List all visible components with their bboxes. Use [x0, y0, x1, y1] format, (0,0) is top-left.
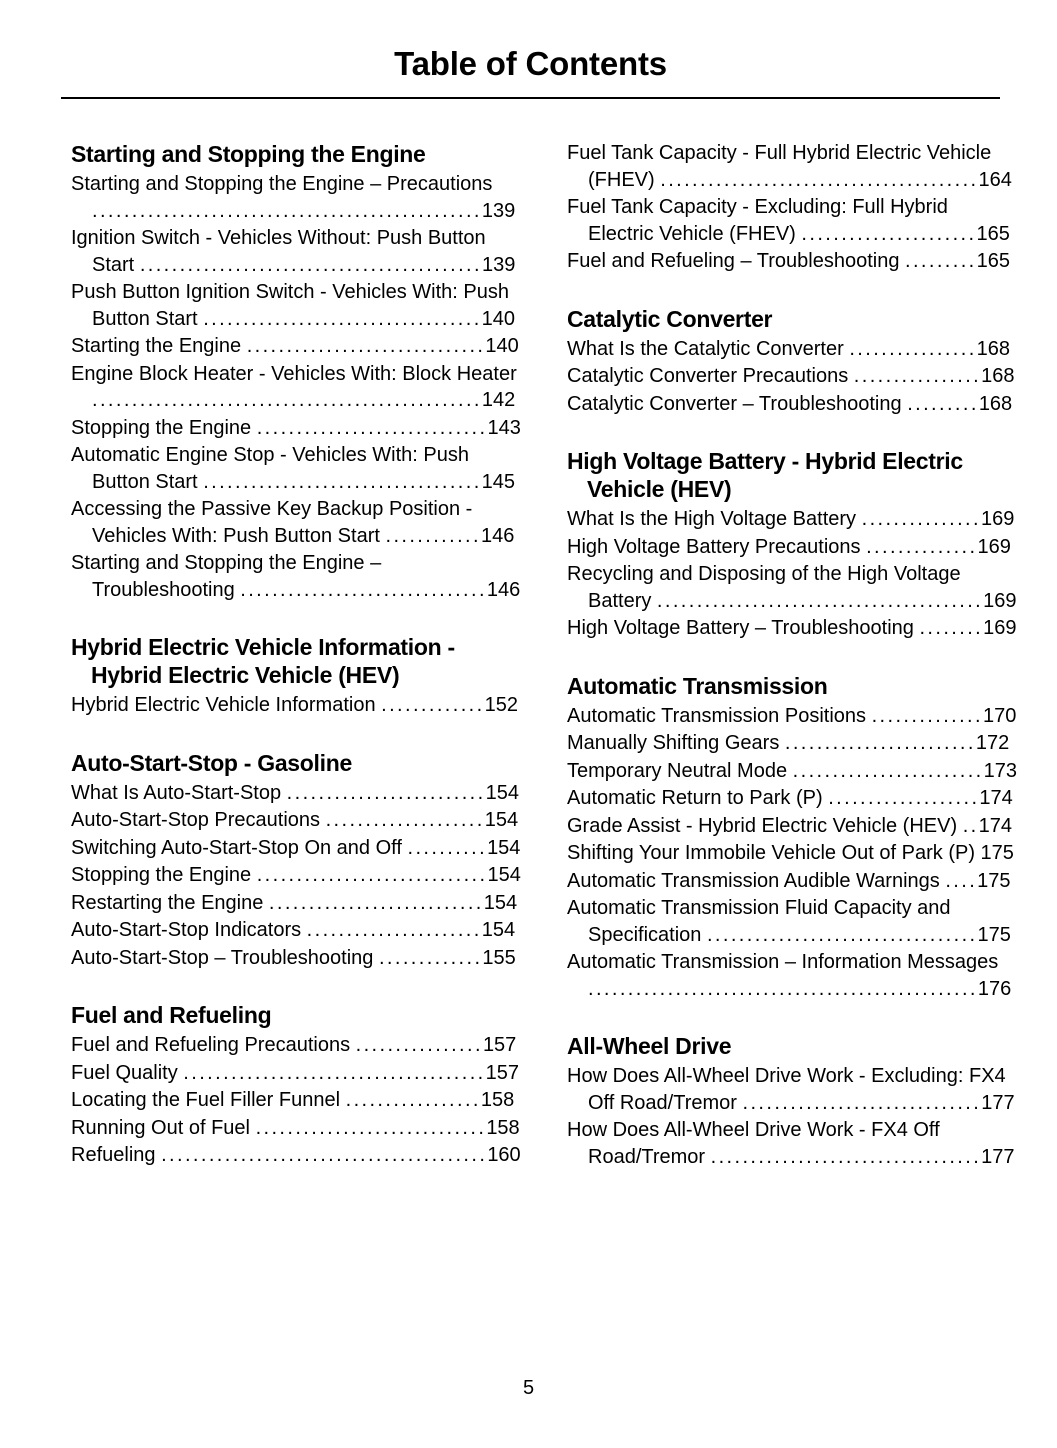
- toc-entry-page: 140: [481, 307, 516, 330]
- toc-dot-leader: .................................................: [588, 977, 978, 1000]
- toc-dot-leader: ......................: [801, 222, 977, 245]
- toc-entry[interactable]: [567, 248, 1017, 275]
- toc-entry-page: 155: [482, 946, 516, 969]
- toc-entry[interactable]: [567, 534, 1017, 561]
- toc-dot-leader: ..................................: [706, 923, 978, 946]
- toc-section: [567, 305, 1017, 418]
- toc-entry-title: Starting the Engine: [71, 335, 242, 357]
- toc-entry-page: 177: [981, 1145, 1015, 1168]
- toc-dot-leader: ........................: [792, 759, 984, 782]
- toc-dot-leader: ........................................: [660, 168, 979, 191]
- toc-entry-page: 175: [980, 842, 1014, 864]
- toc-entry-page: 164: [978, 168, 1012, 191]
- toc-entry-title: Auto-Start-Stop Indicators: [71, 919, 302, 941]
- page-footer: [0, 1376, 1057, 1400]
- toc-entry-page: 168: [981, 365, 1015, 387]
- toc-dot-leader: ..................................: [710, 1145, 982, 1168]
- toc-section: [567, 447, 1017, 642]
- toc-entry-title: Manually Shifting Gears: [567, 732, 780, 754]
- toc-dot-leader: .................................................: [92, 389, 482, 411]
- toc-dot-leader: ......................................: [183, 1061, 486, 1084]
- toc-entry-page: 175: [977, 869, 1011, 892]
- toc-entry-title: Auto-Start-Stop – Troubleshooting: [71, 946, 374, 969]
- toc-entry[interactable]: [567, 758, 1017, 785]
- toc-entry-title: Automatic Return to Park (P): [567, 787, 823, 809]
- toc-entry-page: 177: [981, 1091, 1015, 1114]
- toc-entry-page: 158: [486, 1116, 520, 1139]
- toc-entry-title: Automatic Transmission Fluid Capacity and Specification: [567, 897, 951, 946]
- toc-entry-page: 157: [485, 1061, 520, 1084]
- toc-entry-page: 175: [977, 923, 1011, 946]
- toc-entry-page: 145: [481, 470, 516, 493]
- toc-entry[interactable]: [567, 363, 1017, 390]
- toc-entry[interactable]: [71, 692, 521, 719]
- toc-entry-title: Stopping the Engine: [71, 864, 252, 886]
- toc-entry-page: 165: [976, 222, 1010, 245]
- toc-dot-leader: ...............: [861, 508, 981, 530]
- toc-dot-leader: ..............................: [246, 335, 486, 357]
- toc-section: [567, 672, 1017, 1003]
- toc-entry-title: What Is the High Voltage Battery: [567, 508, 857, 530]
- toc-entry-title: High Voltage Battery Precautions: [567, 535, 861, 558]
- toc-dot-leader: ...................................: [203, 470, 482, 493]
- toc-entry-title: High Voltage Battery – Troubleshooting: [567, 617, 914, 639]
- toc-entry-title: Fuel Tank Capacity - Excluding: Full Hybrid Electric Vehicle (FHEV): [567, 196, 948, 245]
- toc-entry-page: 169: [977, 535, 1011, 558]
- toc-entry[interactable]: [567, 391, 1017, 418]
- toc-section: [567, 1032, 1017, 1170]
- toc-entry[interactable]: [71, 415, 521, 442]
- toc-entry-title: Shifting Your Immobile Vehicle Out of Park (P): [567, 842, 975, 864]
- toc-entry[interactable]: [567, 895, 1017, 948]
- toc-entry-page: 169: [983, 617, 1017, 639]
- toc-entry-title: Push Button Ignition Switch - Vehicles With: Push Button Start: [71, 281, 509, 330]
- toc-entry[interactable]: [71, 1032, 521, 1059]
- toc-dot-leader: .............: [378, 946, 483, 969]
- toc-dot-leader: .........................: [286, 781, 486, 804]
- toc-dot-leader: ................: [355, 1034, 483, 1056]
- toc-dot-leader: ......................: [306, 919, 482, 941]
- toc-dot-leader: ..............: [871, 704, 983, 727]
- toc-dot-leader: ....................: [325, 809, 485, 831]
- toc-entry-page: 170: [982, 704, 1017, 727]
- toc-entry-page: 139: [481, 253, 516, 276]
- toc-entry-title: Auto-Start-Stop Precautions: [71, 809, 321, 831]
- toc-entry-page: 143: [487, 416, 521, 439]
- toc-entry-page: 172: [975, 732, 1010, 754]
- toc-entry-page: 139: [481, 199, 516, 222]
- toc-dot-leader: ...........................: [268, 891, 484, 914]
- toc-dot-leader: .................................................: [92, 199, 482, 222]
- toc-entry-page: 169: [980, 508, 1015, 530]
- toc-entry-title: Switching Auto-Start-Stop On and Off: [71, 836, 402, 859]
- page-title: Table of Contents: [394, 45, 667, 82]
- toc-entry-title: Ignition Switch - Vehicles Without: Push Button Start: [71, 227, 486, 276]
- toc-dot-leader: ................: [849, 337, 977, 360]
- toc-entry-page: 174: [978, 814, 1012, 837]
- toc-entry-title: Refueling: [71, 1144, 156, 1166]
- toc-entry-page: 154: [487, 836, 521, 859]
- toc-entry-page: 168: [976, 337, 1011, 360]
- toc-entry[interactable]: [567, 561, 1017, 614]
- toc-entry-title: Running Out of Fuel: [71, 1116, 250, 1139]
- toc-dot-leader: .........: [907, 392, 979, 415]
- toc-entry-title: Automatic Transmission Audible Warnings: [567, 869, 940, 892]
- toc-dot-leader: .................: [345, 1089, 481, 1111]
- toc-dot-leader: ....: [945, 869, 978, 892]
- toc-column-right: [567, 140, 1017, 1171]
- toc-section: [71, 749, 521, 972]
- toc-entry[interactable]: [71, 945, 521, 972]
- section-heading-fuel-and-refueling: Fuel and Refueling: [71, 1002, 272, 1028]
- toc-entry-page: 146: [480, 524, 515, 547]
- toc-entry[interactable]: [567, 730, 1017, 757]
- toc-dot-leader: .............................: [255, 1116, 487, 1139]
- toc-entry[interactable]: [71, 361, 521, 414]
- toc-entry-title: How Does All-Wheel Drive Work - Excluding: FX4 Off Road/Tremor: [567, 1065, 1006, 1114]
- toc-entry-title: Automatic Transmission – Information Messages: [567, 951, 999, 973]
- toc-entry-page: 157: [482, 1034, 517, 1056]
- toc-entry-page: 140: [485, 335, 519, 357]
- toc-dot-leader: ...........................................: [139, 253, 482, 276]
- toc-entry-page: 154: [485, 781, 519, 804]
- toc-entry-title: Automatic Transmission Positions: [567, 704, 867, 727]
- toc-section: [71, 140, 521, 603]
- toc-entry-page: 152: [484, 694, 518, 716]
- toc-dot-leader: ...................................: [203, 307, 482, 330]
- toc-entry-page: 168: [978, 392, 1013, 415]
- toc-dot-leader: .........................................: [656, 589, 984, 612]
- toc-entry-page: 154: [484, 809, 519, 831]
- toc-entry-page: 169: [983, 589, 1017, 612]
- toc-entry[interactable]: [567, 813, 1017, 840]
- toc-entry-title: How Does All-Wheel Drive Work - FX4 Off Road/Tremor: [567, 1119, 940, 1168]
- toc-entry-title: Fuel and Refueling Precautions: [71, 1034, 351, 1056]
- toc-entry[interactable]: [567, 336, 1017, 363]
- toc-entry[interactable]: [71, 1142, 521, 1169]
- toc-entry[interactable]: [71, 780, 521, 807]
- section-heading-catalytic-converter: Catalytic Converter: [567, 305, 773, 332]
- toc-entry-title: Fuel Quality: [71, 1061, 178, 1084]
- toc-entry[interactable]: [71, 496, 521, 549]
- toc-entry[interactable]: [71, 807, 521, 834]
- toc-entry-title: Accessing the Passive Key Backup Position - Vehicles With: Push Button Start: [71, 498, 473, 547]
- page-header: [61, 44, 1000, 84]
- toc-dot-leader: ........................: [784, 732, 976, 754]
- section-heading-all-wheel-drive: All-Wheel Drive: [567, 1033, 732, 1059]
- toc-dot-leader: ...................: [828, 787, 980, 809]
- toc-dot-leader: ..............: [866, 535, 978, 558]
- toc-dot-leader: .........................................: [161, 1144, 488, 1166]
- toc-entry[interactable]: [567, 1117, 1017, 1170]
- toc-entry-title: Restarting the Engine: [71, 891, 264, 914]
- toc-entry[interactable]: [71, 890, 521, 917]
- toc-entry[interactable]: [71, 225, 521, 278]
- toc-entry[interactable]: [71, 550, 521, 603]
- toc-dot-leader: ..: [962, 814, 979, 837]
- toc-section: [71, 633, 521, 719]
- toc-entry[interactable]: [71, 171, 521, 224]
- toc-entry-title: Hybrid Electric Vehicle Information: [71, 694, 376, 716]
- toc-entry-page: 176: [977, 977, 1012, 1000]
- toc-section: [71, 1001, 521, 1169]
- toc-entry-page: 174: [979, 787, 1013, 809]
- toc-entry-title: What Is Auto-Start-Stop: [71, 781, 282, 804]
- toc-entry-page: 154: [487, 864, 521, 886]
- toc-entry-page: 158: [480, 1089, 515, 1111]
- toc-entry-title: Grade Assist - Hybrid Electric Vehicle (HEV): [567, 814, 958, 837]
- toc-entry-title: Fuel Tank Capacity - Full Hybrid Electric Vehicle (FHEV): [567, 142, 992, 191]
- toc-entry-title: What Is the Catalytic Converter: [567, 337, 844, 360]
- toc-dot-leader: .............................: [256, 864, 488, 886]
- header-divider: [61, 97, 1000, 99]
- toc-entry[interactable]: [71, 1087, 521, 1114]
- toc-dot-leader: ..........: [407, 836, 488, 859]
- toc-entry[interactable]: [567, 868, 1017, 895]
- section-heading-automatic-transmission: Automatic Transmission: [567, 672, 828, 699]
- toc-dot-leader: ........: [919, 617, 984, 639]
- toc-entry-title: Recycling and Disposing of the High Voltage Battery: [567, 563, 961, 612]
- toc-entry[interactable]: [567, 615, 1017, 642]
- toc-entry-page: 154: [483, 891, 518, 914]
- toc-entry-page: 160: [487, 1144, 521, 1166]
- toc-entry-page: 146: [486, 578, 521, 601]
- section-heading-starting-and-stopping-the-engine: Starting and Stopping the Engine: [71, 141, 426, 167]
- toc-entry-title: Catalytic Converter – Troubleshooting: [567, 392, 902, 415]
- toc-dot-leader: .............................: [256, 416, 488, 439]
- toc-entry-title: Catalytic Converter Precautions: [567, 365, 849, 387]
- toc-dot-leader: .............: [381, 694, 485, 716]
- toc-section: [567, 140, 1017, 275]
- section-heading-high-voltage-battery-hybrid-electric-vehicle-hev: High Voltage Battery - Hybrid Electric Vehicle (HEV): [567, 448, 963, 502]
- toc-entry[interactable]: [567, 949, 1017, 1002]
- toc-entry[interactable]: [71, 442, 521, 495]
- toc-dot-leader: ................: [853, 365, 982, 387]
- toc-entry[interactable]: [567, 840, 1017, 867]
- toc-entry[interactable]: [567, 506, 1017, 533]
- toc-entry-title: Starting and Stopping the Engine – Troubleshooting: [71, 552, 382, 601]
- toc-entry-title: Temporary Neutral Mode: [567, 759, 788, 782]
- toc-entry[interactable]: [567, 194, 1017, 247]
- toc-entry-title: Engine Block Heater - Vehicles With: Block Heater: [71, 362, 517, 385]
- toc-entry-page: 154: [481, 919, 516, 941]
- toc-entry[interactable]: [71, 279, 521, 332]
- toc-entry[interactable]: [71, 333, 521, 360]
- toc-entry-page: 142: [481, 389, 516, 411]
- toc-entry[interactable]: [71, 917, 521, 944]
- toc-dot-leader: ...............................: [240, 578, 487, 601]
- toc-dot-leader: ..............................: [742, 1091, 982, 1114]
- toc-entry-title: Automatic Engine Stop - Vehicles With: Push Button Start: [71, 444, 469, 493]
- toc-entry[interactable]: [71, 1115, 521, 1142]
- toc-entry[interactable]: [567, 785, 1017, 812]
- toc-entry-page: 173: [983, 759, 1017, 782]
- toc-column-left: [71, 140, 521, 1170]
- toc-entry-title: Stopping the Engine: [71, 416, 252, 439]
- toc-entry-title: Locating the Fuel Filler Funnel: [71, 1089, 341, 1111]
- toc-entry-title: Fuel and Refueling – Troubleshooting: [567, 250, 900, 272]
- toc-dot-leader: .........: [905, 250, 977, 272]
- toc-entry[interactable]: [71, 1060, 521, 1087]
- toc-entry[interactable]: [71, 835, 521, 862]
- section-heading-auto-start-stop-gasoline: Auto-Start-Stop - Gasoline: [71, 749, 352, 776]
- toc-entry[interactable]: [567, 703, 1017, 730]
- toc-entry[interactable]: [567, 1063, 1017, 1116]
- toc-entry-title: Starting and Stopping the Engine – Precautions: [71, 173, 493, 195]
- toc-dot-leader: ............: [385, 524, 481, 547]
- page-number: 5: [522, 1377, 535, 1399]
- toc-entry[interactable]: [567, 140, 1017, 193]
- section-heading-hybrid-electric-vehicle-information-hybrid-electric-vehicle-hev: Hybrid Electric Vehicle Information - Hybrid Electric Vehicle (HEV): [71, 634, 455, 688]
- toc-entry[interactable]: [71, 862, 521, 889]
- toc-entry-page: 165: [976, 250, 1011, 272]
